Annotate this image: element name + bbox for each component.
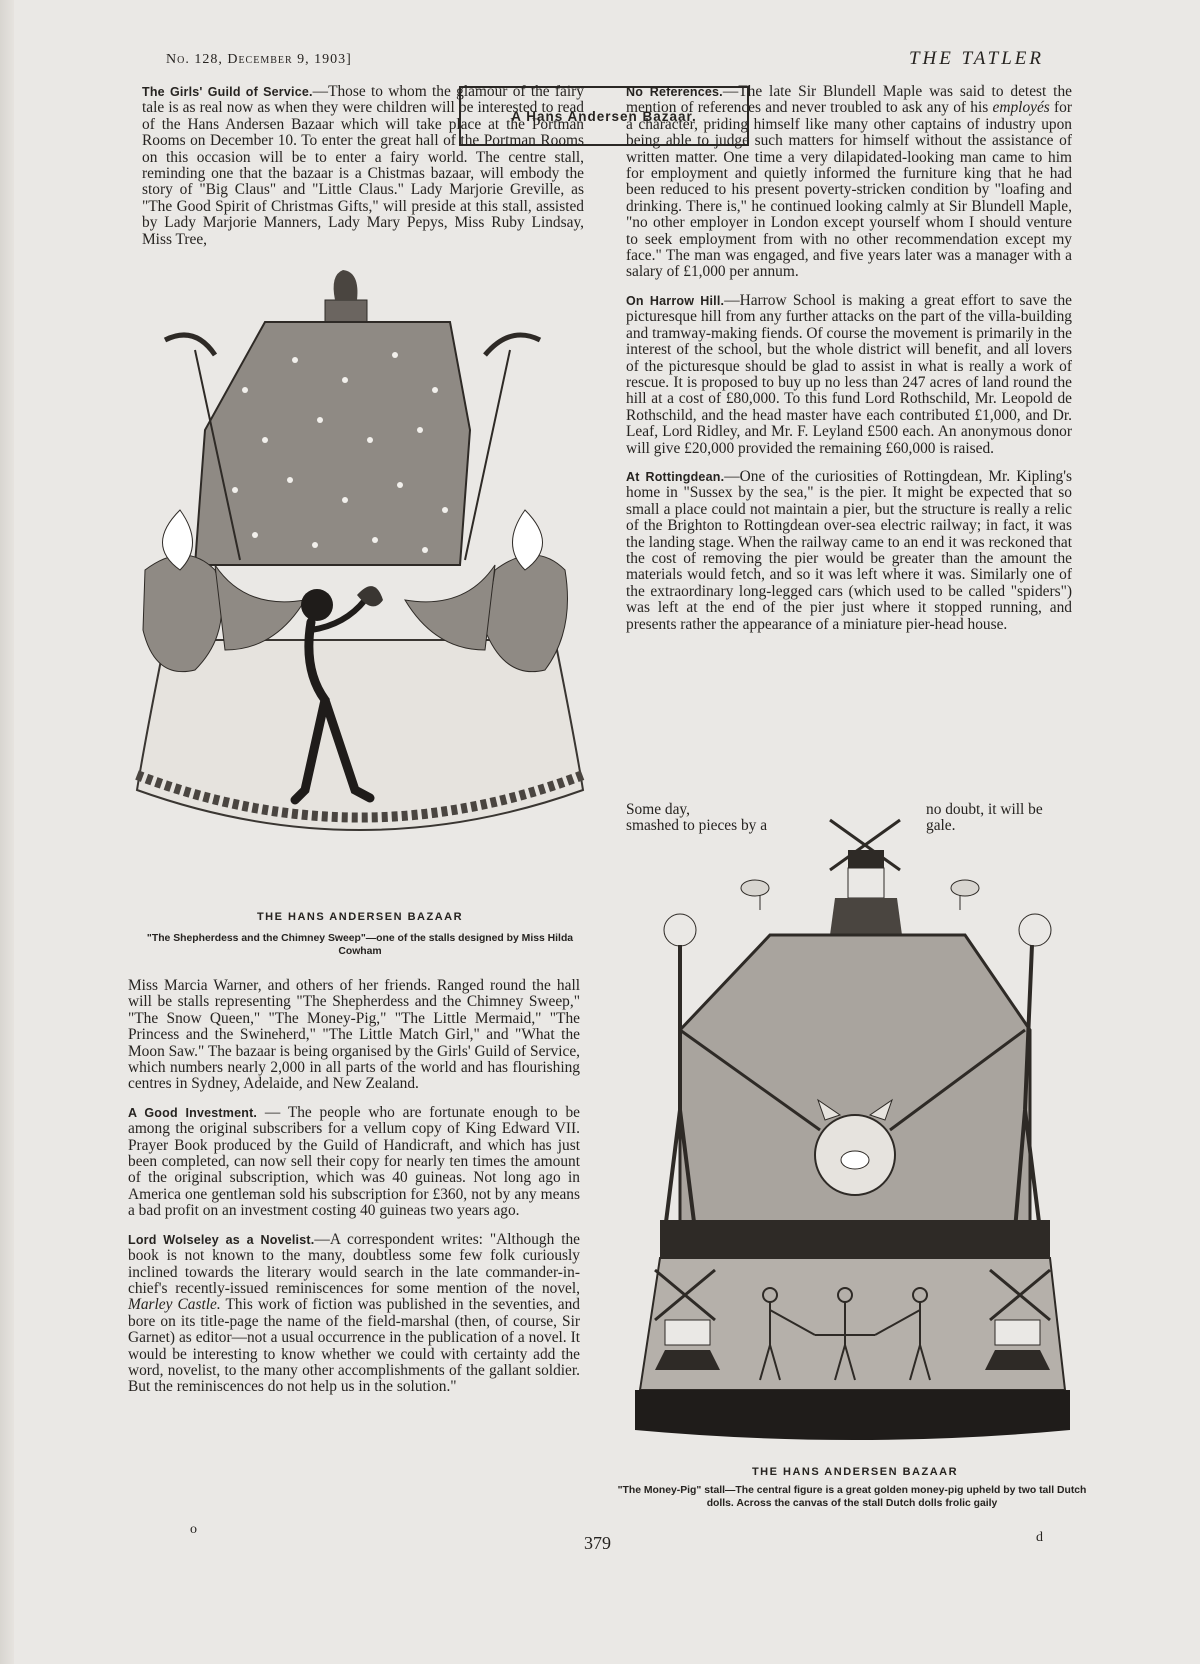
rottingdean-text: —One of the curiosities of Rottingdean, Mr. Kipling's home in "Sussex by the sea," is the pier. It might be expected that so small a place could not maintain a pier, but the structure is really a relic of the Brighton to Rottingdean over-sea electric railway; in fact, it was the landing stage. When the railway came to an end it was reckoned that the cost of removing the pier would be greater than the amount the materials would fetch, and so it was left where it was. Similarly one of the extraordinary long-legged cars (which used to be called "spiders") was left at the end of the pier just where it stopped running, and presents rather the appearance of a miniature pier-head house. (626, 467, 1072, 633)
page-number: 379 (584, 1533, 611, 1553)
rottingdean-head: At Rottingdean. (626, 469, 725, 484)
references-employes: employés (992, 99, 1050, 117)
right-figure-caption-title: THE HANS ANDERSEN BAZAAR (751, 1466, 959, 1478)
girls-guild-paragraph (142, 84, 584, 248)
harrow-text: —Harrow School is making a great effort to save the picturesque hill from any further attacks on the part of the villa-building and tramway-making fiends. Of course the movement is primarily in the interest of the school, but the whole district will benefit, and all lovers of the picturesque should be glad to assist in what is really a work of rescue. It is proposed to buy up no less than 247 acres of land round the hill at a cost of £80,000. To this fund Lord Rothschild, Mr. Leopold de Rothschild, and the head master have each contributed £1,000, and Dr. Leaf, Lord Ridley, and Mr. F. Leyland £500 each. An anonymous donor will give £20,000 provided the remaining £60,000 is raised. (626, 291, 1072, 457)
references-head: No References. (626, 85, 723, 99)
references-text-2: for a character, priding himself like many other captains of industry upon being able to judge such matters for himself without the assistance of written matter. One time a very dilapidated-looking man came to him for employment and quietly informed the furniture king that he had been reduced to his present poverty-stricken condition by "loafing and drinking. There is," he continued looking calmly at Sir Blundell Maple, "no other employer in London except yourself whom I should venture to seek employment from with no other recommendation except my face." The man was engaged, and five years later was a manager with a salary of £1,000 per annum. (626, 99, 1073, 281)
continuation-paragraph: Miss Marcia Warner, and others of her friends. Ranged round the hall will be stalls representing "The Shepherdess and the Chimney Sweep," "The Snow Queen," "The Money-Pig," "The Little Mermaid," "The Princess and the Swineherd," "The Little Match Girl," and "What the Moon Saw." The bazaar is being organised by the Girls' Guild of Service, which numbers nearly 2,000 in all parts of the world and has flourishing centres in Sydney, Adelaide, and New Zealand. (128, 977, 581, 1093)
girls-guild-text: —Those to whom the glamour of the fairy tale is as real now as when they were children will be interested to read of the Hans Andersen Bazaar which will take place at the Portman Rooms on December 10. To enter the great hall of the Portman Rooms on this occasion will be to enter a fairy world. The centre stall, reminding one that the bazaar is a Chistmas bazaar, will embody the story of "Big Claus" and "Little Claus." Lady Marjorie Greville, as "The Good Spirit of Christmas Gifts," will preside at this stall, assisted by Lady Marjorie Manners, Lady Mary Pepys, Miss Ruby Lindsay, Miss Tree, (142, 83, 584, 248)
wolseley-text-1: —A correspondent writes: "Although the book is not known to the many, doubtless some few folk curiously inclined towards the literary would search in the late commander-in-chief's recently-issued reminiscences for some mention of the novel, (128, 1230, 580, 1297)
tail-right-line-1: no doubt, it will be (926, 801, 1043, 818)
tail-right-line-2: gale. (926, 817, 956, 835)
shepherdess-stall-illustration (125, 270, 595, 905)
right-column (626, 84, 1072, 633)
left-column-top (142, 84, 584, 248)
left-figure-caption-text: "The Shepherdess and the Chimney Sweep"—one of the stalls designed by Miss Hilda Cowham (146, 933, 574, 957)
money-pig-stall-illustration (620, 810, 1090, 1450)
wolseley-text-2: This work of fiction was published in the seventies, and bore on its title-page the name of the field-marshal (then, of course, Sir Garnet) as editor—not a usual occurrence in the publication of a novel. It would be interesting to know whether we could with certainty add the word, novelist, to the many other accomplishments of the gallant soldier. But the reminiscences do not help us in the solution." (128, 1296, 580, 1396)
investment-head: A Good Investment. (128, 1105, 258, 1120)
rottingdean-paragraph (626, 469, 1072, 633)
page-edge (0, 0, 14, 1664)
bottom-mark-right: d (1036, 1530, 1043, 1545)
tail-left-line-2: smashed to pieces by a (626, 817, 768, 835)
article-title: A Hans Andersen Bazaar. (511, 108, 697, 124)
left-figure-caption-title: THE HANS ANDERSEN BAZAAR (256, 911, 464, 923)
running-head-title: THE TATLER (908, 48, 1044, 69)
girls-guild-head: The Girls' Guild of Service. (142, 85, 313, 99)
investment-paragraph (128, 1105, 580, 1220)
left-column-bottom (128, 978, 580, 1396)
running-head-date: No. 128, December 9, 1903] (166, 52, 352, 67)
tail-left-line-1: Some day, (626, 801, 690, 818)
wolseley-novel-title: Marley Castle. (128, 1296, 221, 1314)
right-figure-caption-text: "The Money-Pig" stall—The central figure is a great golden money-pig upheld by two tall Dutch dolls. Across the canvas of the stall Dutch dolls frolic gaily (617, 1485, 1087, 1509)
harrow-head: On Harrow Hill. (626, 293, 725, 308)
bottom-mark-left: o (190, 1522, 197, 1537)
references-text-1: —The late Sir Blundell Maple was said to detest the mention of references and never troubled to ask any of his (626, 83, 1072, 117)
harrow-paragraph (626, 293, 1072, 457)
investment-text: — The people who are fortunate enough to be among the original subscribers for a vellum copy of King Edward VII. Prayer Book produced by the Guild of Handicraft, and which has just been completed, can now sell their copy for nearly ten times the amount of the original subscription, which was 40 guineas. Not long ago in America one gentleman sold his subscription for £360, not by any means a bad profit on an investment costing 40 guineas two years ago. (128, 1103, 581, 1220)
wolseley-head: Lord Wolseley as a Novelist. (128, 1232, 315, 1247)
wolseley-paragraph (128, 1232, 580, 1396)
references-paragraph (626, 84, 1072, 281)
